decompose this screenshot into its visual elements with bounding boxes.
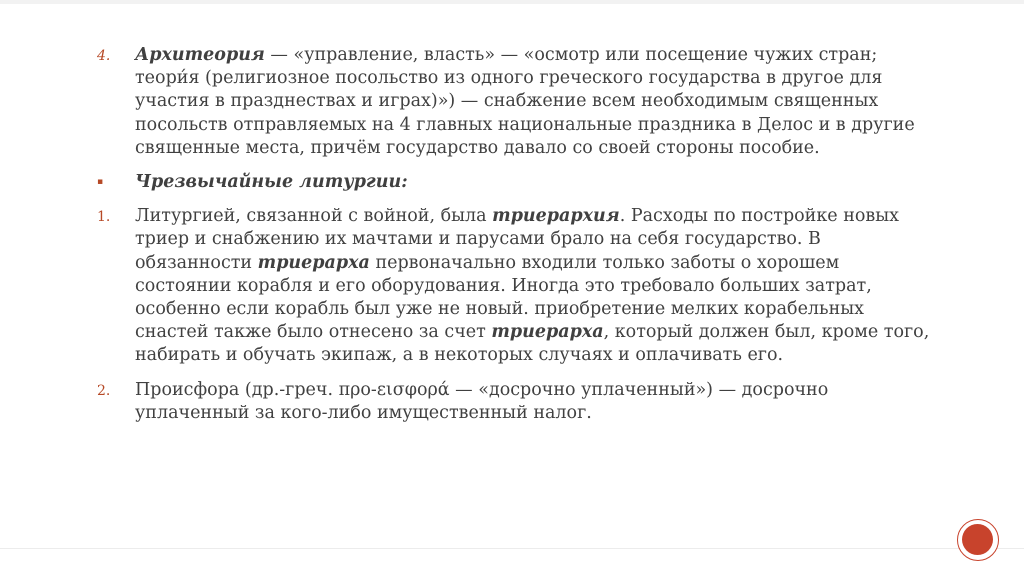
item-text [135, 205, 937, 367]
term-trierarchy: триерархия [492, 206, 620, 227]
text-part: . Расходы по постройке новых триер и снабжению их мачтами и парусами брало на себя государство. В обязанности [135, 206, 900, 273]
top-stripe [0, 0, 1024, 4]
item-text: Происфора (др.-греч. προ-εισφορά — «досрочно уплаченный») — досрочно уплаченный за кого-либо имущественный налог. [135, 379, 829, 423]
list-item-4 [97, 44, 937, 160]
badge-fill [962, 524, 993, 555]
section-heading: Чрезвычайные литургии: [135, 172, 408, 193]
text-part: , который должен был, кроме того, набирать и обучать экипаж, а в некоторых случаях и оплачивать его. [135, 322, 930, 366]
item-number: 2. [97, 382, 111, 399]
text-part: Литургией, связанной с войной, была [135, 206, 493, 227]
slide-number-badge-icon [957, 519, 999, 561]
architheoria-definition: — «управление, власть» — «осмотр или посещение чужих стран; теори́я (религиозное посольство из одного греческого государства в другое для участия в празднествах и играх)») — снабжение всем необходимым священных посольств отправляемых на 4 главных национальные праздника в Делос и в другие священные места, причём государство давало со своей стороны пособие. [135, 45, 915, 158]
square-bullet-icon: ▪ [97, 177, 104, 188]
term-architheoria: Архитеория [135, 45, 265, 65]
footer-divider [0, 548, 1024, 549]
item-number: 1. [97, 209, 111, 226]
item-number: 4. [97, 48, 111, 64]
term-trierarch: триерарха [257, 252, 370, 273]
section-heading-row [97, 171, 937, 194]
item-text [135, 44, 937, 160]
slide-content [97, 44, 937, 436]
text-part: первоначально входили только заботы о хорошем состоянии корабля и его оборудования. Иногда это требовало больших затрат, особенно если корабль был уже не новый. приобретение мелких корабельных снастей также было отнесено за счет [135, 252, 872, 343]
list-item-1 [97, 205, 937, 367]
list-item-2 [97, 379, 937, 425]
term-trierarch: триерарха [491, 322, 604, 343]
